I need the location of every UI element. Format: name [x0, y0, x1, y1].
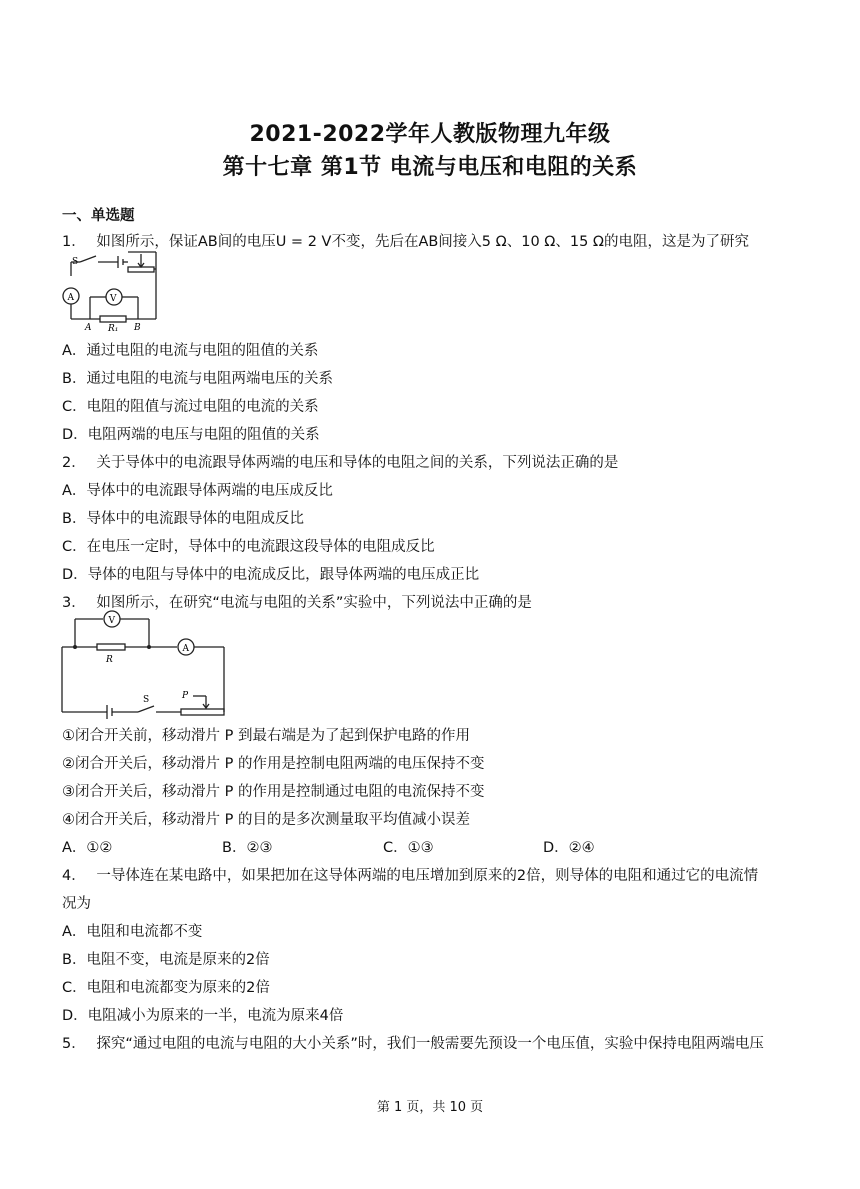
question-number: 1． — [62, 234, 86, 250]
page-title-line2: 第十七章 第1节 电流与电压和电阻的关系 — [222, 155, 638, 180]
question-stem: 探究“通过电阻的电流与电阻的大小关系”时，我们一般需要先预设一个电压值，实验中保持电阻两端电压 — [96, 1036, 764, 1052]
voltmeter-label: V — [110, 294, 117, 304]
section-heading: 一、单选题 — [62, 208, 135, 224]
ammeter-label: A — [67, 293, 74, 303]
question-stem: 一导体连在某电路中，如果把加在这导体两端的电压增加到原来的2倍，则导体的电阻和通过它的电流情 — [96, 868, 759, 884]
q3-option-b: B．②③ — [222, 840, 273, 856]
question-stem: 如图所示，保证AB间的电压U = 2 V不变，先后在AB间接入5 Ω、10 Ω、15 Ω的电阻，这是为了研究 — [96, 234, 750, 250]
q3-statement-3: ③闭合开关后，移动滑片 P 的作用是控制通过电阻的电流保持不变 — [62, 784, 485, 800]
question-1 — [62, 230, 749, 251]
q4-option-a: A．电阻和电流都不变 — [62, 924, 203, 940]
ammeter-label: A — [182, 644, 189, 654]
question-number: 2． — [62, 455, 86, 471]
q3-statement-4: ④闭合开关后，移动滑片 P 的目的是多次测量取平均值减小误差 — [62, 812, 470, 828]
question-3 — [62, 591, 532, 612]
circuit-diagram-q3 — [60, 612, 230, 722]
question-number: 5． — [62, 1036, 86, 1052]
q3-option-d: D．②④ — [543, 840, 595, 856]
question-4-continued: 况为 — [62, 896, 91, 912]
question-number: 4． — [62, 868, 86, 884]
q3-statement-2: ②闭合开关后，移动滑片 P 的作用是控制电阻两端的电压保持不变 — [62, 756, 485, 772]
q3-statement-1: ①闭合开关前，移动滑片 P 到最右端是为了起到保护电路的作用 — [62, 728, 470, 744]
q4-option-c: C．电阻和电流都变为原来的2倍 — [62, 980, 270, 996]
q1-option-d: D．电阻两端的电压与电阻的阻值的关系 — [62, 427, 320, 443]
q2-option-c: C．在电压一定时，导体中的电流跟这段导体的电阻成反比 — [62, 539, 435, 555]
question-4 — [62, 864, 758, 885]
switch-label: S — [72, 257, 79, 267]
point-a-label: A — [85, 323, 92, 333]
resistor-label: R₁ — [108, 324, 119, 334]
q2-option-b: B．导体中的电流跟导体的电阻成反比 — [62, 511, 304, 527]
q2-option-a: A．导体中的电流跟导体两端的电压成反比 — [62, 483, 333, 499]
question-number: 3． — [62, 595, 86, 611]
q1-option-c: C．电阻的阻值与流过电阻的电流的关系 — [62, 399, 319, 415]
voltmeter-label: V — [108, 616, 115, 626]
q3-option-a: A．①② — [62, 840, 113, 856]
switch-label: S — [143, 695, 150, 705]
q2-option-d: D．导体的电阻与导体中的电流成反比，跟导体两端的电压成正比 — [62, 567, 480, 583]
slider-label: P — [182, 691, 189, 701]
q3-option-c: C．①③ — [383, 840, 434, 856]
question-2 — [62, 451, 618, 472]
q1-option-b: B．通过电阻的电流与电阻两端电压的关系 — [62, 371, 333, 387]
page-footer: 第 1 页，共 10 页 — [376, 1100, 484, 1115]
resistor-label: R — [106, 655, 113, 665]
circuit-diagram-q1 — [58, 254, 168, 334]
q4-option-b: B．电阻不变，电流是原来的2倍 — [62, 952, 270, 968]
question-5 — [62, 1032, 764, 1053]
q1-option-a: A．通过电阻的电流与电阻的阻值的关系 — [62, 343, 319, 359]
q4-option-d: D．电阻减小为原来的一半，电流为原来4倍 — [62, 1008, 344, 1024]
point-b-label: B — [134, 323, 141, 333]
question-stem: 关于导体中的电流跟导体两端的电压和导体的电阻之间的关系，下列说法正确的是 — [96, 455, 619, 471]
question-stem: 如图所示，在研究“电流与电阻的关系”实验中，下列说法中正确的是 — [96, 595, 532, 611]
page-title-line1: 2021-2022学年人教版物理九年级 — [249, 122, 611, 147]
